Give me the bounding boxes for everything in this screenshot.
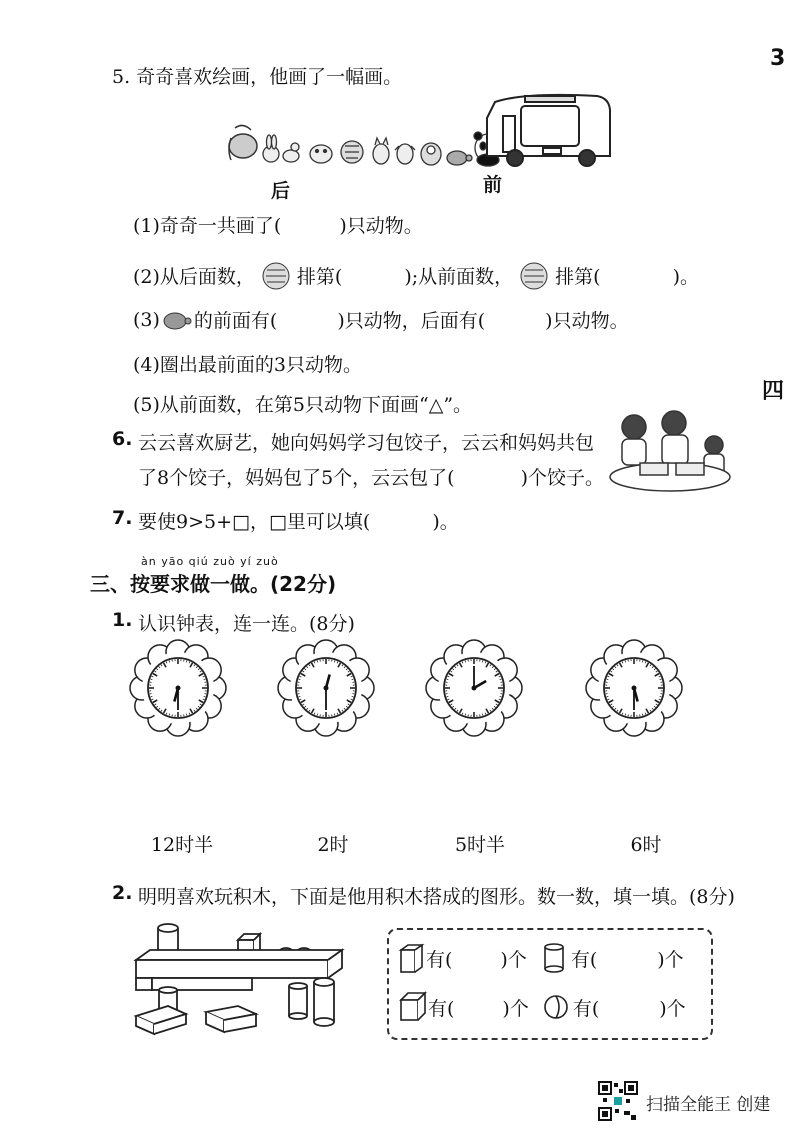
clock-2[interactable] <box>278 640 374 736</box>
q6-line2-a: 了8个饺子，妈妈包了5个，云云包了( <box>138 467 455 489</box>
turtle-icon <box>162 308 192 332</box>
q5-sub5: (5)从前面数，在第5只动物下面画“△”。 <box>133 394 473 416</box>
sphere-icon <box>543 992 573 1022</box>
cuboid-count-a: 有( <box>426 948 453 971</box>
pig-icon <box>310 145 332 163</box>
q5-sub2 <box>133 258 699 292</box>
label-back: 后 <box>271 180 291 202</box>
sphere-count-a: 有( <box>572 997 600 1020</box>
p2-title: 明明喜欢玩积木，下面是他用积木搭成的图形。数一数，填一填。(8分) <box>138 886 735 908</box>
q5-sub3 <box>133 306 629 333</box>
tiger-icon <box>259 258 293 292</box>
cube-count-a: 有( <box>428 997 455 1020</box>
q5-sub2-text-d: 排第( <box>555 265 601 288</box>
cat-icon <box>373 138 389 164</box>
tiger-icon <box>341 141 363 163</box>
q6-line1: 云云喜欢厨艺，她向妈妈学习包饺子，云云和妈妈共包 <box>138 432 595 454</box>
clock-4[interactable] <box>586 640 682 736</box>
cuboid-count-b: )个 <box>500 948 527 971</box>
q5-sub3-text-b: 的前面有( <box>193 310 278 332</box>
turtle-icon <box>447 151 472 165</box>
section3-pinyin: àn yāo qiú zuò yí zuò <box>141 555 279 568</box>
q5-sub3-text-d: )只动物。 <box>545 310 629 332</box>
q5-sub1 <box>133 211 423 238</box>
shape-row-1 <box>398 942 684 974</box>
q6-line2-b: )个饺子。 <box>520 467 605 489</box>
tiger-icon <box>517 258 551 292</box>
section3-title: 三、按要求做一做。(22分) <box>90 572 337 596</box>
cooking-family-illustration <box>600 405 735 497</box>
q5-sub2-text-b: 排第( <box>296 265 343 288</box>
scanner-watermark: 扫描全能王 创建 <box>646 1095 771 1115</box>
clock-label-2[interactable]: 2时 <box>317 834 349 856</box>
cube-icon <box>398 990 428 1024</box>
q5-sub2-text-c: );从前面数， <box>404 265 514 288</box>
q7-text-a: 要使9>5+□，□里可以填( <box>138 511 371 533</box>
q5-sub1-text-b: )只动物。 <box>339 215 423 237</box>
monkey-icon <box>421 143 441 165</box>
q7-text-b: )。 <box>432 511 459 533</box>
elephant-icon <box>229 125 257 160</box>
cylinder-count-b: )个 <box>657 948 684 971</box>
p1-number: 1. <box>112 609 133 631</box>
q7-text <box>138 507 459 534</box>
label-front: 前 <box>483 174 503 196</box>
q6-number: 6. <box>112 428 133 450</box>
q5-sub3-text-a: (3) <box>133 308 160 331</box>
rabbit-icon <box>263 135 279 162</box>
clock-label-3[interactable]: 5时半 <box>454 834 506 856</box>
q5-title: 5. 奇奇喜欢绘画，他画了一幅画。 <box>112 66 403 88</box>
clock-label-4[interactable]: 6时 <box>630 834 662 856</box>
page-number: 3 <box>770 46 786 71</box>
shape-row-2 <box>398 990 686 1024</box>
q5-sub2-text-a: (2)从后面数， <box>133 265 255 288</box>
animal-parade-illustration <box>225 88 610 178</box>
q5-sub1-text-a: (1)奇奇一共画了( <box>133 215 282 237</box>
duck-icon <box>283 143 299 162</box>
q7-number: 7. <box>112 507 133 529</box>
q5-sub4: (4)圈出最前面的3只动物。 <box>133 354 363 376</box>
q5-sub2-text-e: )。 <box>672 265 700 288</box>
cylinder-icon <box>541 942 571 974</box>
clock-3[interactable] <box>426 640 522 736</box>
qr-code-icon <box>598 1081 638 1121</box>
cube-count-b: )个 <box>502 997 529 1020</box>
bus-icon <box>487 95 610 166</box>
dog-icon <box>395 144 415 164</box>
p1-title: 认识钟表，连一连。(8分) <box>138 613 355 635</box>
cuboid-icon <box>398 942 426 974</box>
blocks-figure <box>128 920 353 1040</box>
q6-line2 <box>138 463 604 490</box>
q5-sub3-text-c: )只动物，后面有( <box>337 310 486 332</box>
sphere-count-b: )个 <box>659 997 686 1020</box>
cylinder-count-a: 有( <box>570 948 598 971</box>
p2-number: 2. <box>112 882 133 904</box>
clock-1[interactable] <box>130 640 226 736</box>
side-section-mark: 四 <box>762 379 785 404</box>
clock-label-1[interactable]: 12时半 <box>150 834 214 856</box>
